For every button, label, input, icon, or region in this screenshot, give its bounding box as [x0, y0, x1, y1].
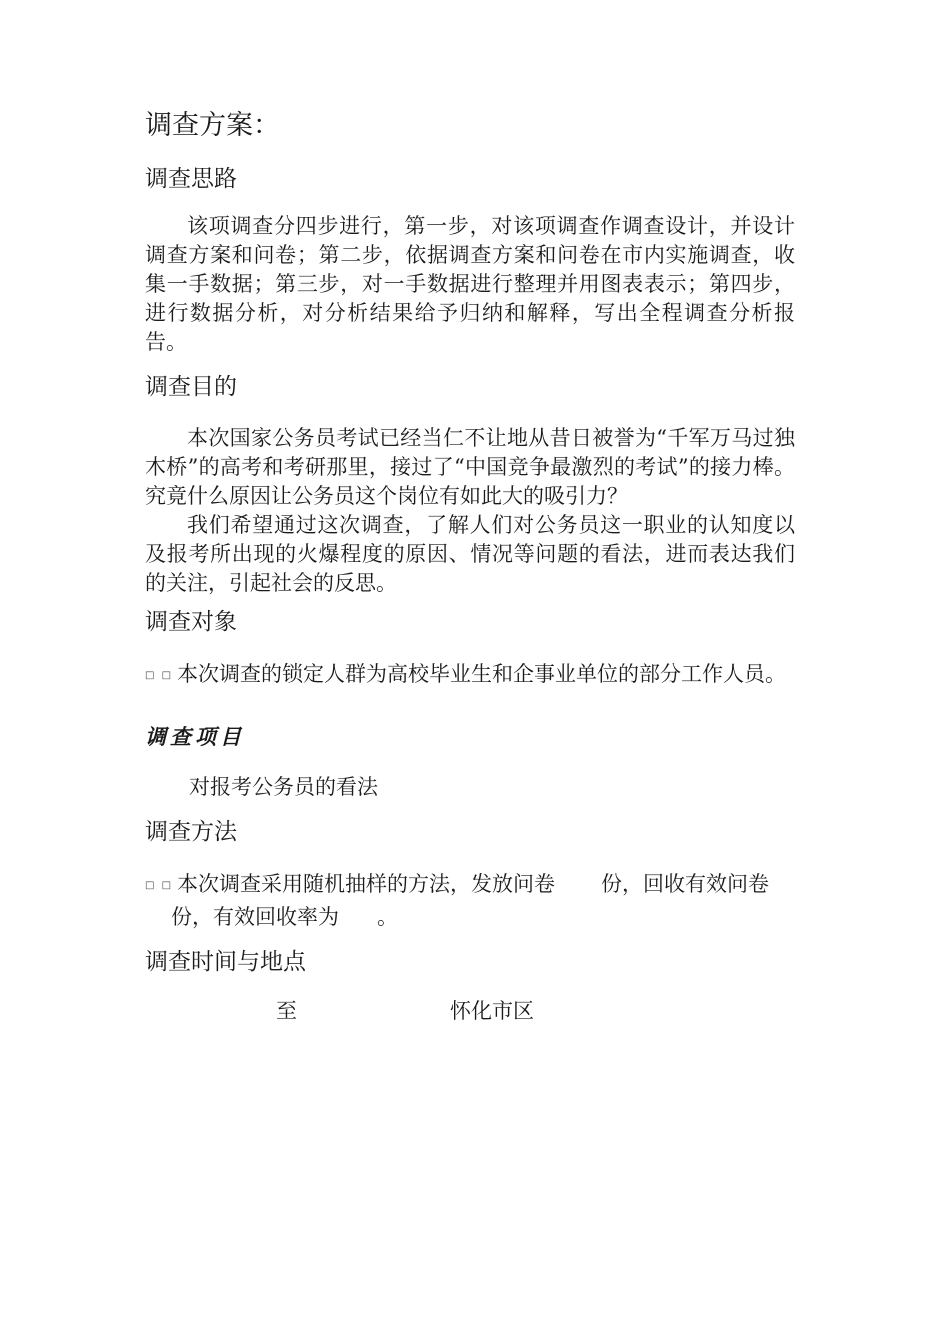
survey-method-text-2b: 。 [377, 905, 398, 929]
heading-survey-target: 调查对象 [145, 609, 237, 635]
heading-survey-time-place: 调查时间与地点 [145, 949, 306, 975]
survey-method-text-1b: 份，回收有效问卷 [601, 872, 769, 896]
bullet-icon: □ □ [145, 670, 174, 681]
paragraph-survey-idea: 该项调查分四步进行，第一步，对该项调查作调查设计，并设计调查方案和问卷；第二步，依据调查方案和问卷在市内实施调查，收集一手数据；第三步，对一手数据进行整理并用图表表示；第四步，进行数据分析，对分析结果给予归纳和解释，写出全程调查分析报告。 [145, 214, 795, 354]
survey-time-to: 至 [276, 999, 297, 1023]
document-title: 调查方案： [145, 110, 280, 141]
heading-survey-idea: 调查思路 [145, 166, 237, 192]
survey-place: 怀化市区 [450, 999, 534, 1023]
heading-survey-items: 调查项目 [145, 724, 245, 749]
survey-method-line-2 [171, 903, 398, 932]
survey-method-text-2a: 份，有效回收率为 [171, 905, 339, 929]
survey-target-text: 本次调查的锁定人群为高校毕业生和企事业单位的部分工作人员。 [177, 662, 786, 686]
paragraph-survey-target [145, 660, 805, 690]
heading-survey-method: 调查方法 [145, 819, 237, 845]
survey-method-text-1a: 本次调查采用随机抽样的方法，发放问卷 [177, 872, 555, 896]
survey-method-line-1 [145, 870, 769, 900]
bullet-icon: □ □ [145, 880, 174, 891]
heading-survey-purpose: 调查目的 [145, 374, 237, 400]
paragraph-survey-items: 对报考公务员的看法 [189, 775, 378, 799]
paragraph-survey-purpose-1: 本次国家公务员考试已经当仁不让地从昔日被誉为“千军万马过独木桥”的高考和考研那里，接过了“中国竞争最激烈的考试”的接力棒。究竟什么原因让公务员这个岗位有如此大的吸引力？ [145, 426, 795, 508]
paragraph-survey-purpose-2: 我们希望通过这次调查，了解人们对公务员这一职业的认知度以及报考所出现的火爆程度的原因、情况等问题的看法，进而表达我们的关注，引起社会的反思。 [145, 513, 795, 595]
